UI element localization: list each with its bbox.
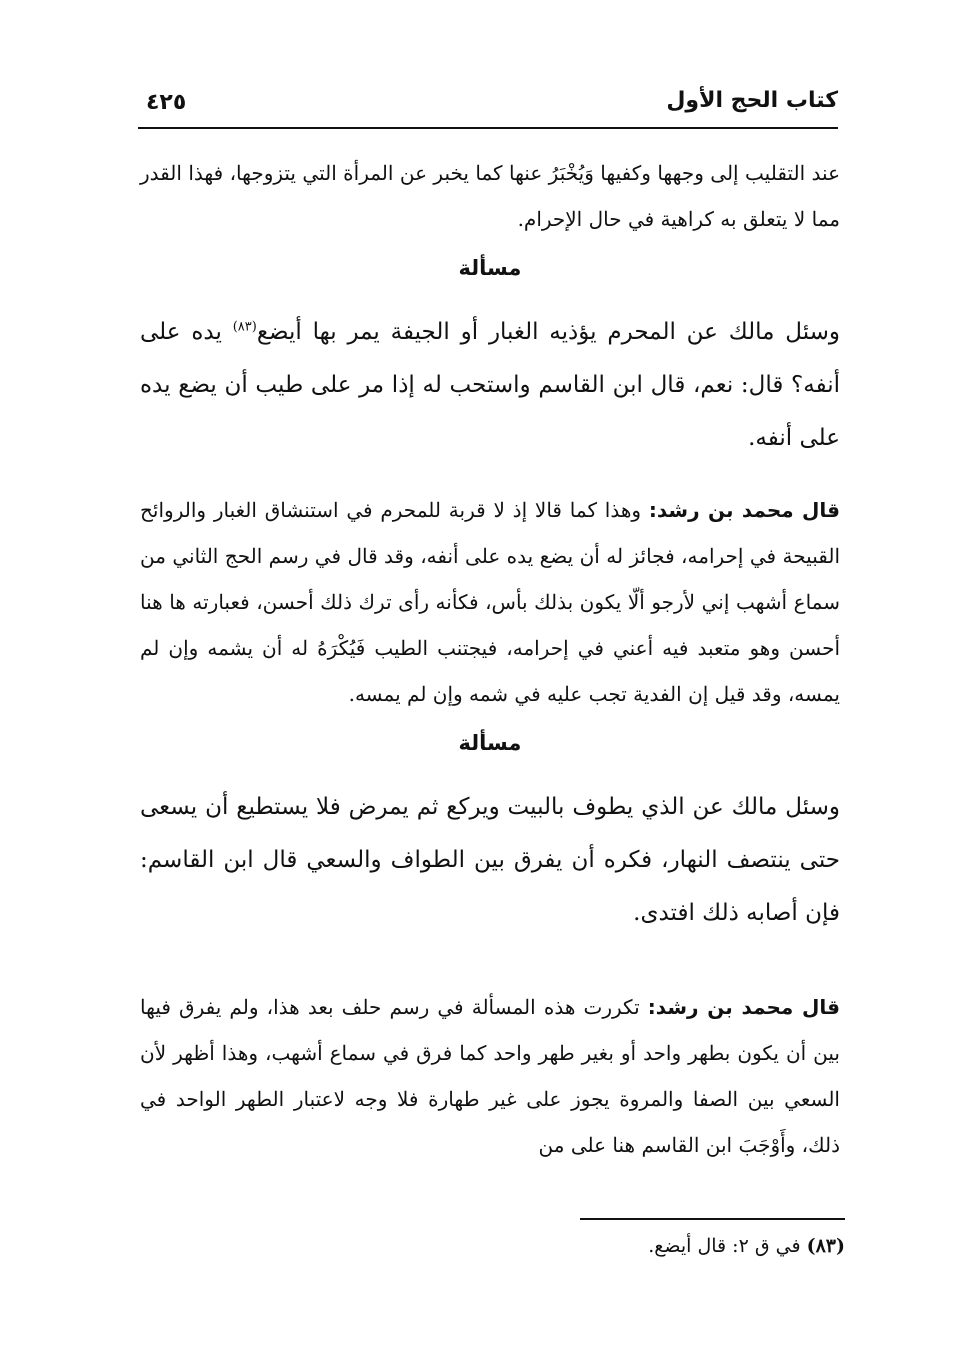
footnote <box>648 1235 845 1257</box>
footnote-separator <box>580 1218 845 1220</box>
footnote-text: في ق ٢: قال أيضع. <box>648 1235 801 1257</box>
commentary-lead: قال محمد بن رشد: <box>648 498 841 522</box>
commentary-paragraph <box>140 984 840 1168</box>
section-heading: مسألة <box>458 256 522 280</box>
page-number: ٤٢٥ <box>146 90 187 115</box>
page-body <box>140 150 840 1168</box>
question-text-part1: وسئل مالك عن المحرم يؤذيه الغبار أو الجيفة يمر بها أيضع <box>256 319 841 345</box>
page-header <box>138 88 838 128</box>
commentary-text: تكررت هذه المسألة في رسم حلف بعد هذا، ولم يفرق فيها بين أن يكون بطهر واحد أو بغير طهر واحد كما فرق في سماع أشهب، وهذا أظهر لأن السعي بين الصفا والمروة يجوز على غير طهارة فلا وجه لاعتبار الطهر الواحد في ذلك، وأَوْجَبَ ابن القاسم هنا على من <box>140 995 840 1157</box>
paragraph-continuation: عند التقليب إلى وجهها وكفيها وَيُخْبَرُ عنها كما يخبر عن المرأة التي يتزوجها، فهذا القدر مما لا يتعلق به كراهية في حال الإحرام. <box>140 161 840 231</box>
running-title: كتاب الحج الأول <box>666 88 838 113</box>
question-paragraph: وسئل مالك عن الذي يطوف بالبيت ويركع ثم يمرض فلا يستطيع أن يسعى حتى ينتصف النهار، فكره أن يفرق بين الطواف والسعي قال ابن القاسم: فإن أصابه ذلك افتدى. <box>140 794 840 926</box>
question-paragraph <box>140 306 840 465</box>
commentary-text: وهذا كما قالا إذ لا قربة للمحرم في استنشاق الغبار والروائح القبيحة في إحرامه، فجائز له أن يضع يده على أنفه، وقد قال في رسم الحج الثاني من سماع أشهب إني لأرجو ألّا يكون بذلك بأس، فكأنه رأى ترك ذلك أحسن، فعبارته ها هنا أحسن وهو متعبد فيه أعني في إحرامه، فيجتنب الطيب فَيُكْرَهُ له أن يشمه وإن لم يمسه، وقد قيل إن الفدية تجب عليه في شمه وإن لم يمسه. <box>140 498 840 706</box>
question-text-part2: يده على أنفه؟ قال: نعم، قال ابن القاسم واستحب له إذا مر على طيب أن يضع يده على أنفه. <box>140 319 840 451</box>
footnote-marker: (٨٣) <box>806 1235 845 1257</box>
commentary-paragraph <box>140 487 840 717</box>
section-heading: مسألة <box>458 731 522 755</box>
commentary-lead: قال محمد بن رشد: <box>647 995 840 1019</box>
header-rule <box>138 127 838 129</box>
footnote-reference: (٨٣) <box>232 319 257 335</box>
